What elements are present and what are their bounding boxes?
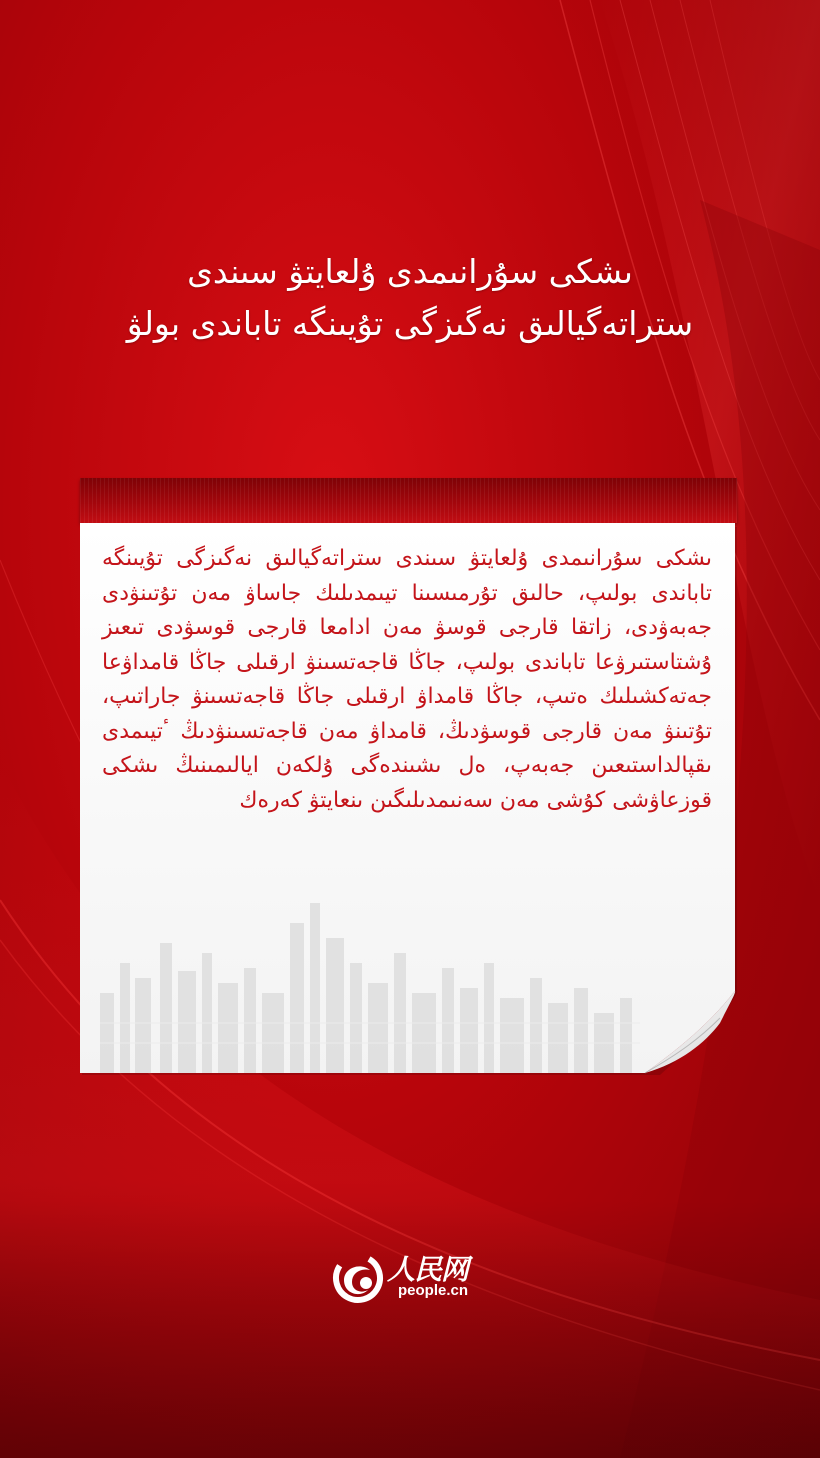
note-card [80, 478, 737, 1075]
note-header-band [80, 478, 737, 523]
logo-chinese-wordmark: 人民网 [387, 1253, 469, 1286]
header-stripe-texture [80, 478, 737, 523]
people-daily-logo[interactable] [330, 1250, 500, 1306]
logo-url-text: people.cn [398, 1282, 469, 1299]
people-daily-swirl-icon [330, 1250, 386, 1306]
headline: ىشكى سۇرانىمدى ۇلعايتۋ سىندى ستراتەگيالىق نەگىزگى تۇيىنگە تاباندى بولۋ [126, 252, 694, 343]
note-body-text: ىشكى سۇرانىمدى ۇلعايتۋ سىندى ستراتەگيالىق نەگىزگى تۇيىنگە تاباندى بولىپ، حالىق تۇرمىسىنا تيىمدىلىك جاساۋ مەن تۇتىنۋدى جەبەۋدى، زاتقا قارجى قوسۋ مەن ادامعا قارجى قوسۋدى تىعىز ۇشتاستىرۋعا تاباندى بولىپ، جاڭا قاجەتسىنۋ ارقىلى جاڭا قامداۋعا جەتەكشىلىك ەتىپ، جاڭا قامداۋ ارقىلى جاڭا قاجەتسىنۋ جاراتىپ، تۇتىنۋ مەن قارجى قوسۋدىڭ، قامداۋ مەن قاجەتسىنۋدىڭ ٴتيىمدى ىقپالداستىعىن جەبەپ، ەل ىشىندەگى ۇلكەن ايالىمىنىڭ ىشكى قوزعاۋشى كۇشى مەن سەنىمدىلىگىن ىنعايتۋ كەرەك [102, 546, 712, 813]
